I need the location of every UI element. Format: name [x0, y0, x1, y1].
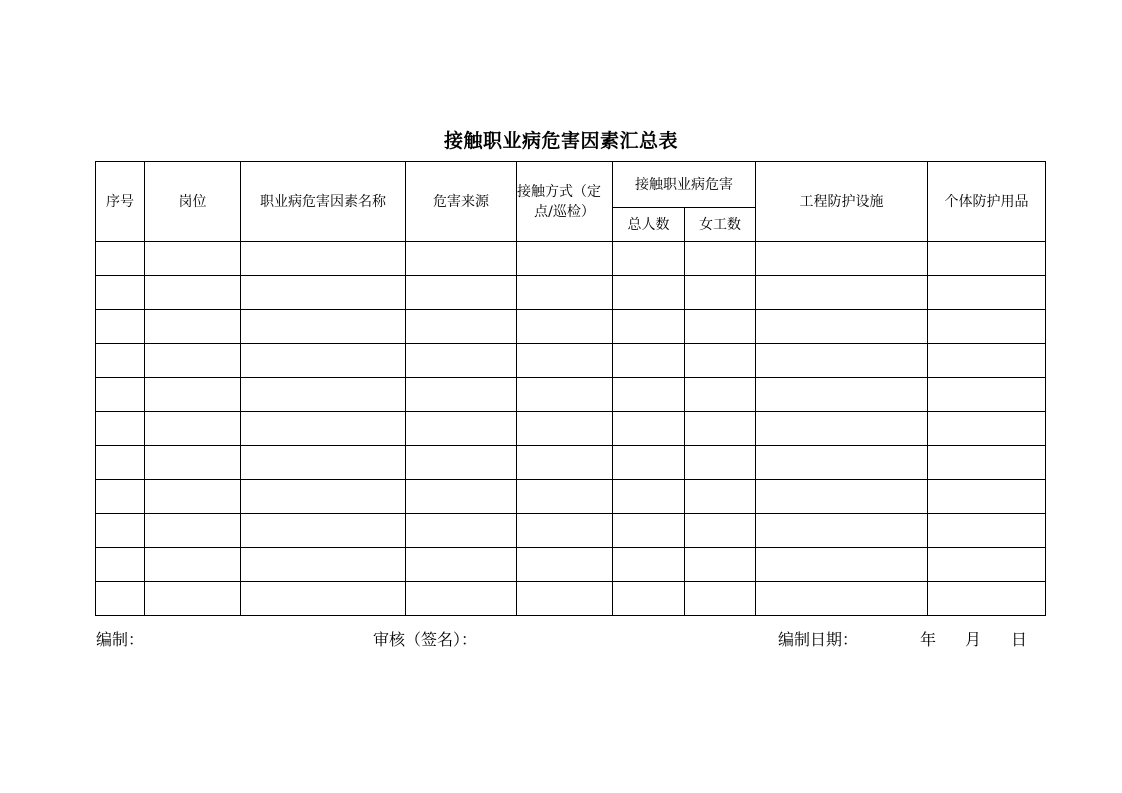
- table-cell: [96, 276, 145, 310]
- table-cell: [756, 344, 928, 378]
- table-cell: [241, 310, 406, 344]
- table-row: [96, 582, 1046, 616]
- header-source: 危害来源: [406, 162, 517, 242]
- header-contact-mode: [517, 162, 613, 242]
- table-cell: [145, 378, 241, 412]
- table-cell: [928, 378, 1046, 412]
- header-ppe: 个体防护用品: [928, 162, 1046, 242]
- table-cell: [928, 310, 1046, 344]
- table-cell: [517, 276, 613, 310]
- footer-date-label: 编制日期：: [778, 630, 859, 649]
- table-cell: [96, 446, 145, 480]
- table-cell: [613, 378, 685, 412]
- table-cell: [613, 310, 685, 344]
- table-cell: [685, 344, 756, 378]
- table-cell: [756, 446, 928, 480]
- hazard-summary-table: [95, 161, 1046, 616]
- table-cell: [406, 310, 517, 344]
- table-cell: [406, 446, 517, 480]
- table-cell: [96, 310, 145, 344]
- table-cell: [96, 412, 145, 446]
- table-cell: [685, 412, 756, 446]
- table-cell: [756, 378, 928, 412]
- table-cell: [517, 514, 613, 548]
- table-cell: [928, 480, 1046, 514]
- table-row: [96, 310, 1046, 344]
- footer-day-label: 日: [1011, 630, 1028, 649]
- table-cell: [241, 378, 406, 412]
- table-cell: [241, 344, 406, 378]
- table-cell: [685, 480, 756, 514]
- table-cell: [96, 548, 145, 582]
- table-cell: [406, 378, 517, 412]
- table-cell: [756, 310, 928, 344]
- table-row: [96, 480, 1046, 514]
- table-cell: [96, 480, 145, 514]
- footer-month-label: 月: [965, 630, 982, 649]
- footer-review-label: 审核（签名）：: [373, 630, 478, 649]
- table-cell: [517, 548, 613, 582]
- table-cell: [406, 480, 517, 514]
- table-cell: [685, 242, 756, 276]
- table-cell: [928, 242, 1046, 276]
- footer-year-label: 年: [920, 630, 937, 649]
- table-cell: [96, 344, 145, 378]
- table-cell: [613, 514, 685, 548]
- table-row: [96, 378, 1046, 412]
- table-row: [96, 344, 1046, 378]
- header-engineering: 工程防护设施: [756, 162, 928, 242]
- table-cell: [517, 378, 613, 412]
- page-title: 接触职业病危害因素汇总表: [443, 130, 678, 152]
- header-total-people: 总人数: [613, 208, 685, 242]
- footer-compiler-label: 编制：: [96, 630, 145, 649]
- table-cell: [685, 310, 756, 344]
- table-cell: [406, 276, 517, 310]
- table-cell: [928, 582, 1046, 616]
- table-cell: [145, 480, 241, 514]
- table-cell: [406, 514, 517, 548]
- table-cell: [517, 310, 613, 344]
- table-cell: [96, 514, 145, 548]
- table-cell: [241, 480, 406, 514]
- table-cell: [928, 412, 1046, 446]
- table-cell: [145, 344, 241, 378]
- table-header-row: [96, 162, 1046, 208]
- table-cell: [145, 242, 241, 276]
- header-post: 岗位: [145, 162, 241, 242]
- table-cell: [241, 548, 406, 582]
- table-cell: [613, 242, 685, 276]
- table-cell: [756, 276, 928, 310]
- table-cell: [685, 378, 756, 412]
- table-row: [96, 276, 1046, 310]
- table-cell: [613, 582, 685, 616]
- table-cell: [756, 412, 928, 446]
- table-cell: [145, 514, 241, 548]
- table-cell: [145, 582, 241, 616]
- table-cell: [517, 242, 613, 276]
- table-cell: [145, 548, 241, 582]
- header-seq: 序号: [96, 162, 145, 242]
- table-cell: [145, 446, 241, 480]
- header-contact-mode-line1: 接触方式（定: [517, 183, 601, 200]
- table-cell: [756, 480, 928, 514]
- table-cell: [928, 276, 1046, 310]
- table-cell: [928, 446, 1046, 480]
- table-cell: [756, 242, 928, 276]
- table-cell: [517, 480, 613, 514]
- table-cell: [685, 548, 756, 582]
- table-cell: [613, 276, 685, 310]
- table-cell: [756, 582, 928, 616]
- table-cell: [145, 310, 241, 344]
- table-cell: [241, 514, 406, 548]
- table-cell: [685, 276, 756, 310]
- table-cell: [241, 242, 406, 276]
- table-cell: [613, 548, 685, 582]
- table-cell: [613, 446, 685, 480]
- table-cell: [756, 514, 928, 548]
- table-cell: [685, 514, 756, 548]
- table-cell: [928, 344, 1046, 378]
- table-cell: [613, 344, 685, 378]
- table-cell: [241, 582, 406, 616]
- table-cell: [406, 548, 517, 582]
- table-cell: [241, 276, 406, 310]
- table-cell: [756, 548, 928, 582]
- table-cell: [928, 514, 1046, 548]
- header-female-workers: 女工数: [685, 208, 756, 242]
- table-cell: [96, 378, 145, 412]
- table-row: [96, 514, 1046, 548]
- table-cell: [685, 582, 756, 616]
- header-contact-mode-line2: 点/巡检）: [534, 203, 595, 220]
- table-row: [96, 242, 1046, 276]
- header-exposed-group: 接触职业病危害: [613, 162, 756, 208]
- table-cell: [685, 446, 756, 480]
- table-row: [96, 548, 1046, 582]
- table-cell: [241, 412, 406, 446]
- table-cell: [517, 412, 613, 446]
- table-cell: [96, 242, 145, 276]
- table-cell: [406, 582, 517, 616]
- table-cell: [406, 344, 517, 378]
- header-factor-name: 职业病危害因素名称: [241, 162, 406, 242]
- table-cell: [96, 582, 145, 616]
- table-cell: [613, 412, 685, 446]
- table-cell: [241, 446, 406, 480]
- table-cell: [145, 276, 241, 310]
- table-cell: [517, 582, 613, 616]
- table-cell: [406, 242, 517, 276]
- table-cell: [517, 344, 613, 378]
- table-cell: [406, 412, 517, 446]
- table-row: [96, 412, 1046, 446]
- table-cell: [928, 548, 1046, 582]
- table-cell: [145, 412, 241, 446]
- table-cell: [613, 480, 685, 514]
- table-body: [96, 242, 1046, 616]
- table-cell: [517, 446, 613, 480]
- table-row: [96, 446, 1046, 480]
